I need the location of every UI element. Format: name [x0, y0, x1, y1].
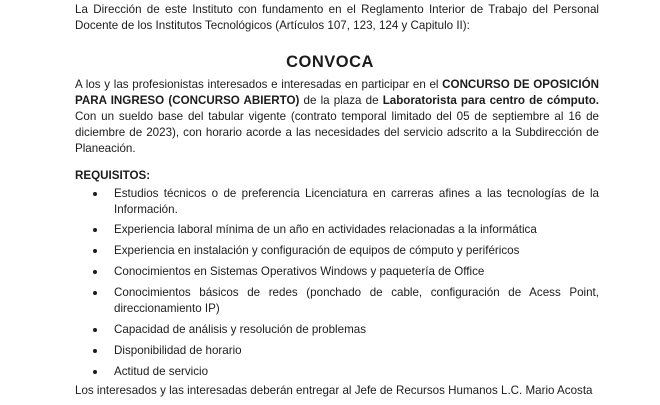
call-text-3: Con un sueldo base del tabular vigente (contrato temporal limitado del 05 de septiembre al 16 de diciembre de 2023), con horario acorde a las necesidades del servicio adscrito a la Subdirección de Planeación. — [75, 110, 599, 155]
closing-paragraph: Los interesados y las interesadas deberán entregar al Jefe de Recursos Humanos L.C. Mario Acosta — [75, 384, 593, 397]
requirement-item: Capacidad de análisis y resolución de problemas — [75, 322, 599, 338]
contest-name: CONCURSO DE OPOSICIÓN PARA INGRESO (CONCURSO ABIERTO) — [75, 78, 599, 107]
requirement-item: Experiencia en instalación y configuración de equipos de cómputo y periféricos — [75, 243, 599, 259]
bullet-icon — [93, 349, 97, 353]
bullet-icon — [93, 291, 97, 295]
intro-paragraph: La Dirección de este Instituto con fundamento en el Reglamento Interior de Trabajo del Personal Docente de los Institutos Tecnológicos (Artículos 107, 123, 124 y Capitulo II): — [75, 3, 599, 32]
requirements-heading: REQUISITOS: — [75, 169, 151, 182]
call-text-2: de la plaza de — [299, 94, 383, 107]
requirement-item: Conocimientos básicos de redes (ponchado de cable, configuración de Acess Point, direccionamiento IP) — [75, 285, 599, 317]
requirements-list — [75, 186, 599, 380]
bullet-icon — [93, 249, 97, 253]
requirement-item: Experiencia laboral mínima de un año en actividades relacionadas a la informática — [75, 222, 599, 238]
bullet-icon — [93, 370, 97, 374]
call-paragraph — [75, 77, 599, 157]
requirement-item: Estudios técnicos o de preferencia Licenciatura en carreras afines a las tecnologías de la Información. — [75, 186, 599, 218]
bullet-icon — [93, 192, 97, 196]
document-title: CONVOCA — [286, 53, 374, 71]
bullet-icon — [93, 228, 97, 232]
bullet-icon — [93, 328, 97, 332]
call-text-1: A los y las profesionistas interesados e interesadas en participar en el — [75, 78, 443, 91]
requirement-item: Conocimientos en Sistemas Operativos Windows y paquetería de Office — [75, 264, 599, 280]
requirement-item: Disponibilidad de horario — [75, 343, 599, 359]
bullet-icon — [93, 270, 97, 274]
position-name: Laboratorista para centro de cómputo. — [382, 94, 600, 107]
requirement-item: Actitud de servicio — [75, 364, 599, 380]
